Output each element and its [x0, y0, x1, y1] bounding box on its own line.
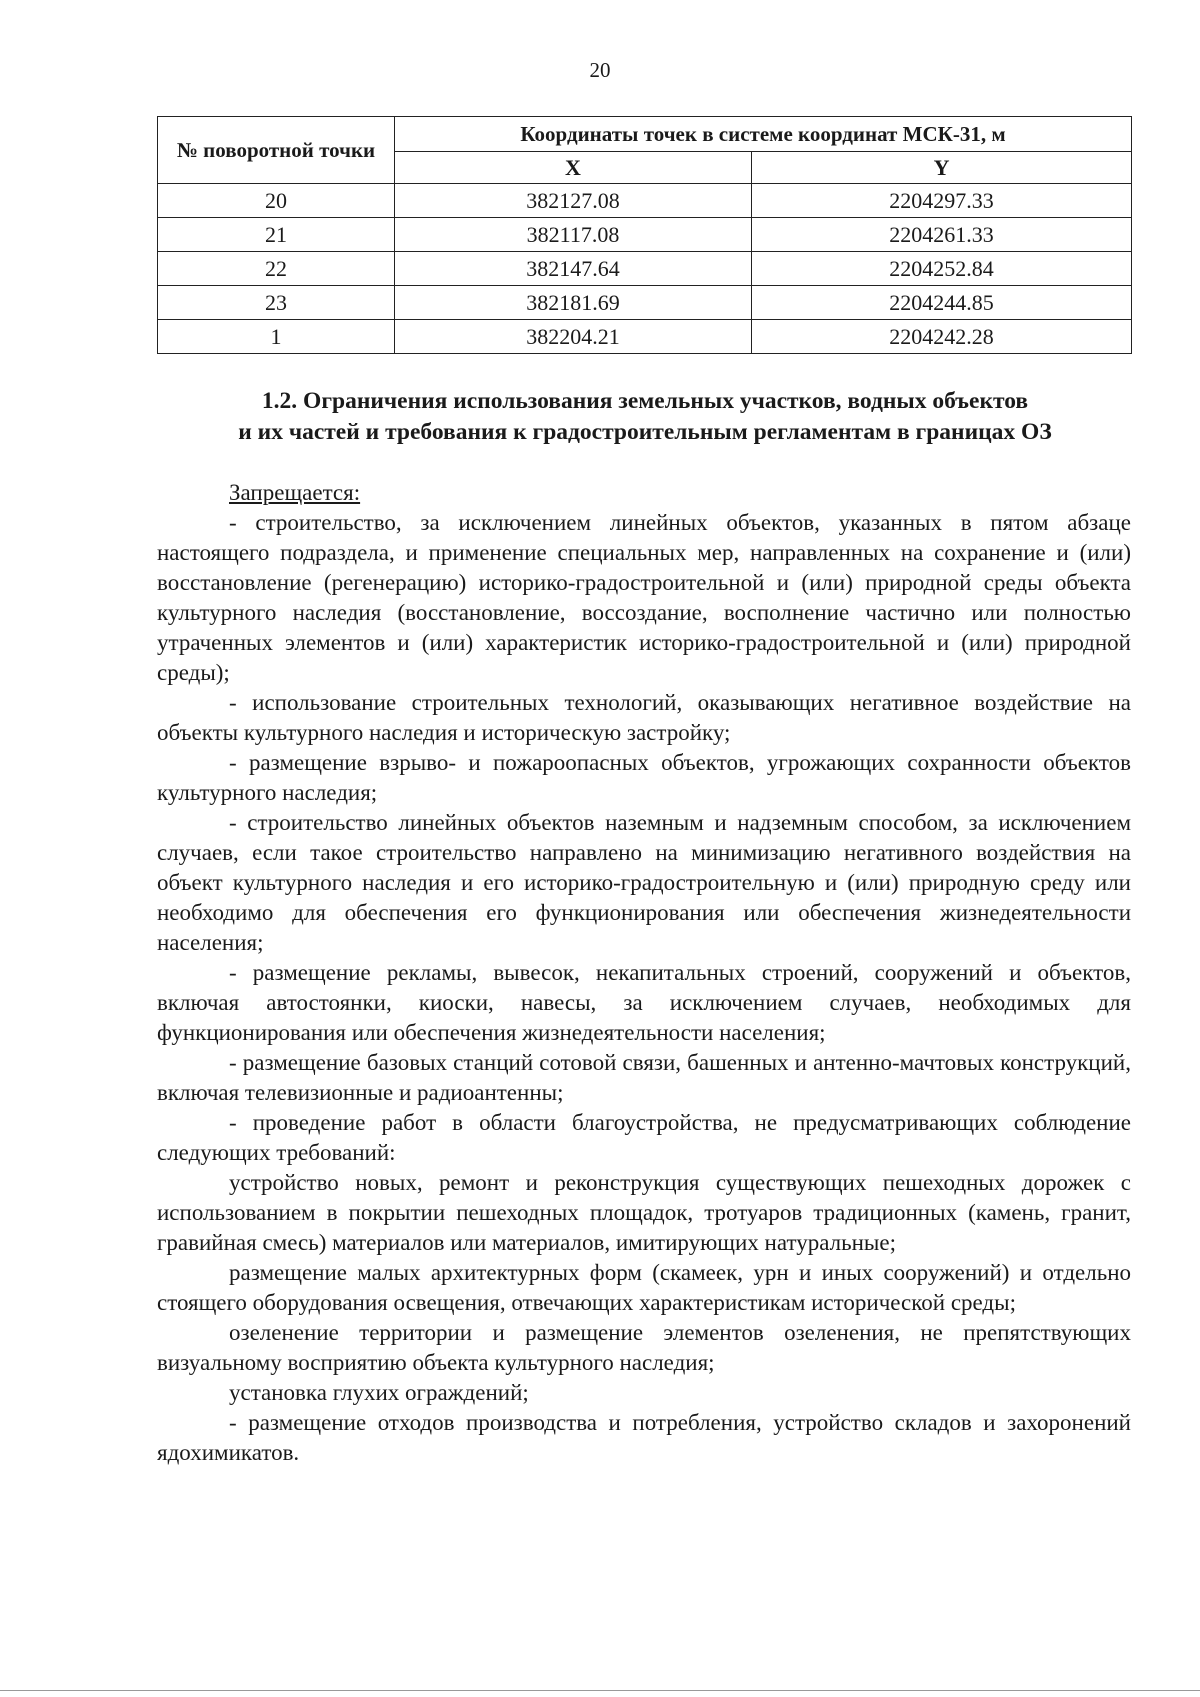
cell-point: 21 — [158, 218, 395, 252]
header-point-number: № поворотной точки — [158, 117, 395, 184]
header-y: Y — [752, 152, 1132, 184]
cell-x: 382204.21 — [395, 320, 752, 354]
cell-y: 2204252.84 — [752, 252, 1132, 286]
paragraph: - размещение взрыво- и пожароопасных объектов, угрожающих сохранности объектов культурного наследия; — [157, 750, 1131, 805]
table-row — [158, 218, 1132, 252]
paragraph: - размещение отходов производства и потребления, устройство складов и захоронений ядохимикатов. — [157, 1410, 1131, 1465]
paragraph: озеленение территории и размещение элементов озеленения, не препятствующих визуальному восприятию объекта культурного наследия; — [157, 1320, 1131, 1375]
cell-point: 20 — [158, 184, 395, 218]
paragraph: - размещение рекламы, вывесок, некапитальных строений, сооружений и объектов, включая автостоянки, киоски, навесы, за исключением случаев, необходимых для функционирования или обеспечения жизнедеятельности населения; — [157, 960, 1131, 1045]
header-coordinates: Координаты точек в системе координат МСК-31, м — [395, 117, 1132, 152]
cell-point: 1 — [158, 320, 395, 354]
body-text — [157, 478, 1131, 1468]
cell-y: 2204244.85 — [752, 286, 1132, 320]
prohibited-label: Запрещается: — [229, 480, 361, 505]
table-row — [158, 320, 1132, 354]
cell-x: 382117.08 — [395, 218, 752, 252]
paragraph: установка глухих ограждений; — [229, 1380, 529, 1405]
table-row — [158, 184, 1132, 218]
cell-y: 2204242.28 — [752, 320, 1132, 354]
paragraph: - строительство линейных объектов наземным и надземным способом, за исключением случаев, если такое строительство направлено на минимизацию негативного воздействия на объект культурного наследия и его историко-градостроительную и (или) природную среду или необходимо для обеспечения его функционирования или обеспечения жизнедеятельности населения; — [157, 810, 1131, 955]
section-heading-line-2: и их частей и требования к градостроительным регламентам в границах ОЗ — [238, 419, 1052, 445]
cell-x: 382181.69 — [395, 286, 752, 320]
table-row — [158, 252, 1132, 286]
paragraph: устройство новых, ремонт и реконструкция существующих пешеходных дорожек с использованием в покрытии пешеходных площадок, тротуаров традиционных (камень, гранит, гравийная смесь) материалов или материалов, имитирующих натуральные; — [157, 1170, 1131, 1255]
paragraph: - строительство, за исключением линейных объектов, указанных в пятом абзаце настоящего подраздела, и применение специальных мер, направленных на сохранение и (или) восстановление (регенерацию) историко-градостроительной и (или) природной среды объекта культурного наследия (восстановление, воссоздание, восполнение частично или полностью утраченных элементов и (или) характеристик историко-градостроительной и (или) природной среды); — [157, 510, 1131, 685]
cell-point: 23 — [158, 286, 395, 320]
paragraph: - размещение базовых станций сотовой связи, башенных и антенно-мачтовых конструкций, включая телевизионные и радиоантенны; — [157, 1050, 1131, 1105]
paragraph: - использование строительных технологий, оказывающих негативное воздействие на объекты культурного наследия и историческую застройку; — [157, 690, 1131, 745]
paragraph: - проведение работ в области благоустройства, не предусматривающих соблюдение следующих требований: — [157, 1110, 1131, 1165]
section-heading-line-1: 1.2. Ограничения использования земельных участков, водных объектов — [261, 388, 1029, 414]
cell-y: 2204261.33 — [752, 218, 1132, 252]
cell-x: 382147.64 — [395, 252, 752, 286]
section-heading — [150, 386, 1140, 448]
cell-y: 2204297.33 — [752, 184, 1132, 218]
paragraph: размещение малых архитектурных форм (скамеек, урн и иных сооружений) и отдельно стоящего оборудования освещения, отвечающих характеристикам исторической среды; — [157, 1260, 1131, 1315]
cell-x: 382127.08 — [395, 184, 752, 218]
cell-point: 22 — [158, 252, 395, 286]
coordinates-table — [157, 116, 1132, 354]
table-row — [158, 286, 1132, 320]
header-x: X — [395, 152, 752, 184]
page-number: 20 — [589, 58, 611, 82]
page-bottom-divider — [0, 1690, 1200, 1691]
